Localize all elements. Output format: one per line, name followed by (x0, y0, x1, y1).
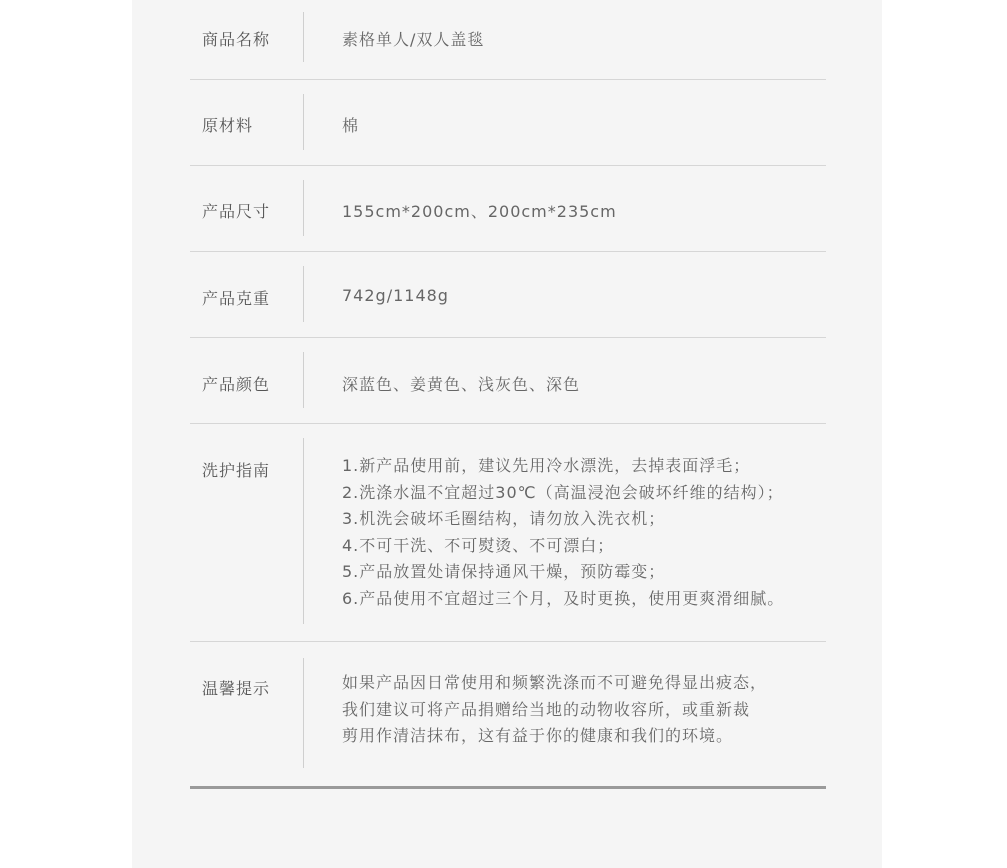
spec-divider (303, 180, 304, 236)
spec-row-weight (190, 252, 826, 338)
spec-row-product-name (190, 0, 826, 80)
spec-value-product-name: 素格单人/双人盖毯 (342, 30, 485, 49)
spec-value-material: 棉 (342, 116, 360, 135)
spec-label-weight: 产品克重 (202, 289, 271, 308)
spec-divider (303, 266, 304, 322)
spec-label-tips: 温馨提示 (202, 679, 271, 698)
tips-line: 如果产品因日常使用和频繁洗涤而不可避免得显出疲态， (342, 673, 768, 692)
spec-label-material: 原材料 (202, 116, 254, 135)
care-guide-item: 1.新产品使用前，建议先用冷水漂洗，去掉表面浮毛； (342, 456, 751, 475)
spec-row-colors (190, 338, 826, 424)
spec-divider (303, 12, 304, 62)
spec-row-care-guide (190, 424, 826, 642)
spec-divider (303, 352, 304, 408)
care-guide-item: 3.机洗会破坏毛圈结构，请勿放入洗衣机； (342, 509, 666, 528)
spec-label-product-name: 商品名称 (202, 30, 271, 49)
spec-value-colors: 深蓝色、姜黄色、浅灰色、深色 (342, 375, 581, 394)
spec-divider (303, 94, 304, 150)
care-guide-item: 4.不可干洗、不可熨烫、不可漂白； (342, 535, 615, 555)
tips-line: 剪用作清洁抹布，这有益于你的健康和我们的环境。 (342, 726, 734, 745)
table-bottom-rule (190, 786, 826, 789)
spec-row-size (190, 166, 826, 252)
care-guide-item: 5.产品放置处请保持通风干燥，预防霉变； (342, 562, 666, 581)
spec-row-tips (190, 642, 826, 786)
care-guide-item: 2.洗涤水温不宜超过30℃（高温浸泡会破坏纤维的结构）； (342, 482, 784, 502)
care-guide-list (342, 453, 784, 612)
care-guide-item: 6.产品使用不宜超过三个月，及时更换，使用更爽滑细腻。 (342, 588, 785, 608)
tips-text (342, 670, 767, 750)
spec-value-weight: 742g/1148g (342, 286, 449, 305)
spec-row-material (190, 80, 826, 166)
spec-divider (303, 438, 304, 624)
spec-label-size: 产品尺寸 (202, 202, 271, 221)
tips-line: 我们建议可将产品捐赠给当地的动物收容所，或重新裁 (342, 699, 751, 719)
product-spec-table (190, 0, 826, 786)
spec-divider (303, 658, 304, 768)
spec-label-care-guide: 洗护指南 (202, 461, 271, 480)
spec-label-colors: 产品颜色 (202, 375, 271, 394)
spec-value-size: 155cm*200cm、200cm*235cm (342, 202, 617, 221)
